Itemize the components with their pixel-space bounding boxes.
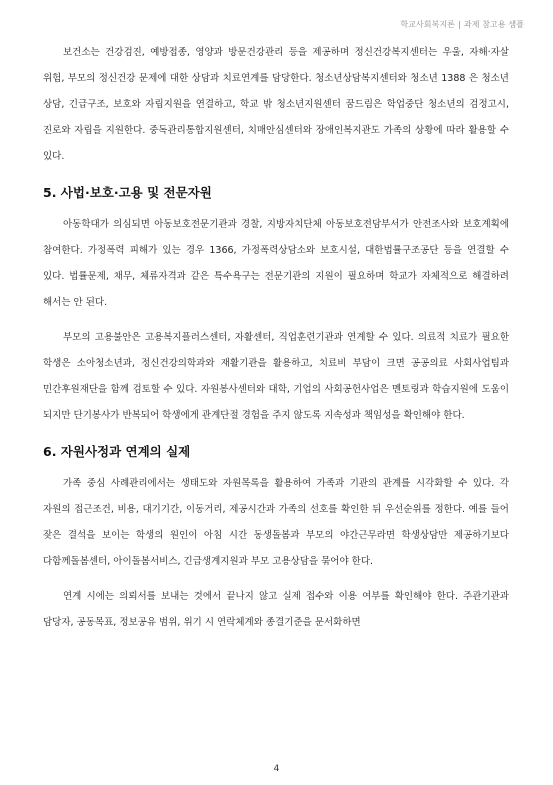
running-header	[400, 19, 524, 30]
section-6-paragraph-1: 가족 중심 사례관리에서는 생태도와 자원목록을 활용하여 가족과 기관의 관계를 시각화할 수 있다. 각 자원의 접근조건, 비용, 대기기간, 이동거리, 제공시간과 가족의 선호를 확인한 뒤 우선순위를 정한다. 예를 들어 잦은 결석을 보이는 학생의 원인이 아침 시간 동생돌봄과 부모의 야간근무라면 학생상담만 제공하기보다 다함께돌봄센터, 아이돌봄서비스, 긴급생계지원과 부모 고용상담을 묶어야 한다.	[43, 478, 509, 567]
intro-paragraph: 보건소는 건강검진, 예방접종, 영양과 방문건강관리 등을 제공하며 정신건강복지센터는 우울, 자해·자살 위험, 부모의 정신건강 문제에 대한 상담과 치료연계를 담당한다. 청소년상담복지센터와 청소년 1388 은 청소년 상담, 긴급구조, 보호와 자립지원을 연결하고, 학교 밖 청소년지원센터 꿈드림은 학업중단 청소년의 검정고시, 진로와 자립을 지원한다. 중독관리통합지원센터, 치매안심센터와 장애인복지관도 가족의 상황에 따라 활용할 수 있다.	[43, 47, 509, 162]
header-doc-title: 학교사회복지론	[400, 20, 456, 29]
section-6-heading: 6. 자원사정과 연계의 실제	[43, 444, 191, 459]
page-number: 4	[273, 764, 280, 774]
section-5-paragraph-1: 아동학대가 의심되면 아동보호전문기관과 경찰, 지방자치단체 아동보호전담부서가 안전조사와 보호계획에 참여한다. 가정폭력 피해가 있는 경우 1366, 가정폭력상담소와 보호시설, 대한법률구조공단 등을 연결할 수 있다. 법률문제, 채무, 체류자격과 같은 특수욕구는 전문기관의 지원이 필요하며 학교가 자체적으로 해결하려 해서는 안 된다.	[43, 219, 509, 308]
header-separator: |	[458, 20, 461, 29]
section-5-heading: 5. 사법·보호·고용 및 전문자원	[43, 185, 212, 200]
section-5-paragraph-2: 부모의 고용불안은 고용복지플러스센터, 자활센터, 직업훈련기관과 연계할 수 있다. 의료적 치료가 필요한 학생은 소아청소년과, 정신건강의학과와 재활기관을 활용하고, 치료비 부담이 크면 공공의료 사회사업팀과 민간후원재단을 함께 검토할 수 있다. 자원봉사센터와 대학, 기업의 사회공헌사업은 멘토링과 학습지원에 도움이 되지만 단기봉사가 반복되어 학생에게 관계단절 경험을 주지 않도록 지속성과 책임성을 확인해야 한다.	[43, 332, 509, 421]
document-body	[43, 40, 509, 636]
header-doc-subtitle: 과제 참고용 샘플	[463, 20, 524, 29]
section-6-paragraph-2: 연계 시에는 의뢰서를 보내는 것에서 끝나지 않고 실제 접수와 이용 여부를 확인해야 한다. 주관기관과 담당자, 공동목표, 정보공유 범위, 위기 시 연락체계와 종결기준을 문서화하면	[43, 591, 509, 628]
